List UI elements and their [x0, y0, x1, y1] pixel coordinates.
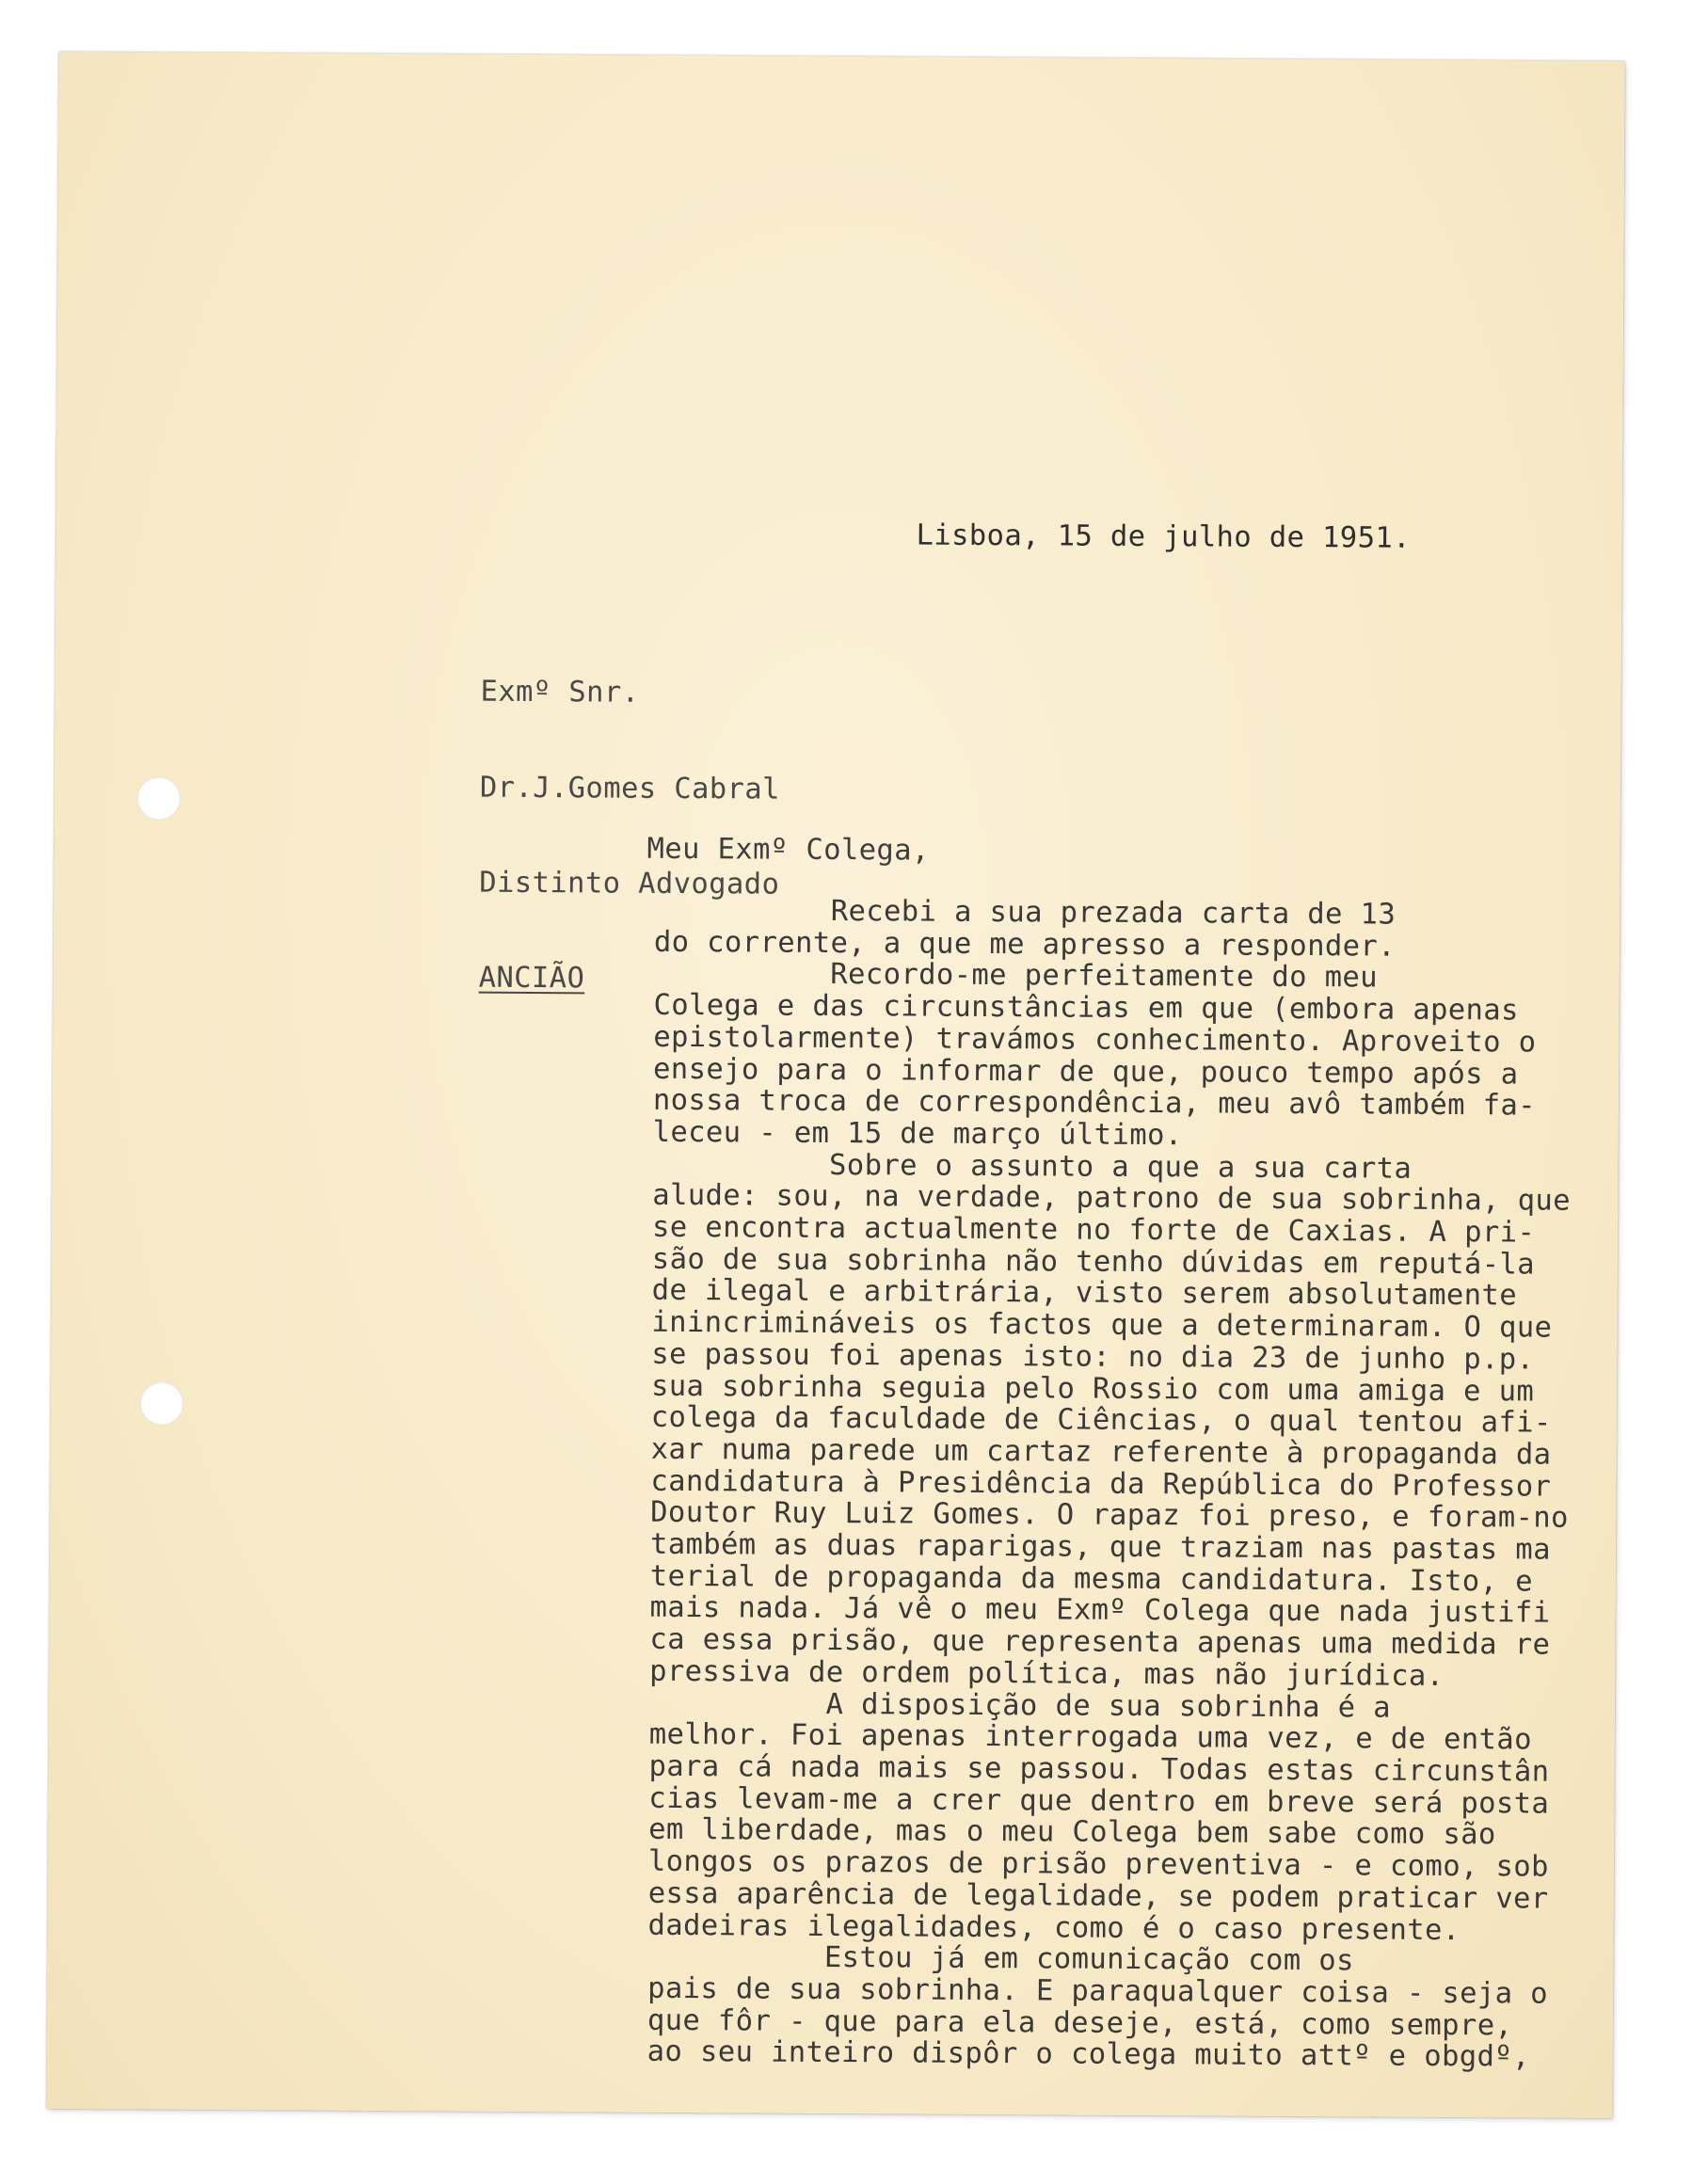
- body-line: ca essa prisão, que representa apenas uma medida re: [649, 1622, 1551, 1662]
- body-line: Estou já em comunicação com os: [647, 1940, 1354, 1978]
- body-line: Sobre o assunto a que a sua carta: [652, 1147, 1413, 1186]
- body-line: do corrente, a que me apresso a responder.: [653, 925, 1397, 964]
- body-line: Doutor Ruy Luiz Gomes. O rapaz foi preso, e foram-no: [650, 1496, 1569, 1536]
- body-line: de ilegal e arbitrária, visto serem absolutamente: [651, 1274, 1518, 1313]
- addressee-profession: Distinto Advogado: [479, 866, 780, 901]
- salutation: Meu Exmº Colega,: [646, 832, 930, 868]
- body-line: cias levam-me a crer que dentro em breve será posta: [648, 1781, 1550, 1821]
- addressee-title: Exmº Snr.: [480, 676, 640, 710]
- body-line: pais de sua sobrinha. E paraqualquer coisa - seja o: [647, 1971, 1549, 2011]
- body-line: alude: sou, na verdade, patrono de sua sobrinha, que: [652, 1179, 1572, 1219]
- body-line: Recordo-me perfeitamente do meu: [653, 957, 1379, 995]
- body-line: mais nada. Já vê o meu Exmº Colega que nada justifi: [649, 1591, 1551, 1631]
- body-line: melhor. Foi apenas interrogada uma vez, e de então: [648, 1718, 1533, 1757]
- body-line: pressiva de ordem política, mas não jurídica.: [649, 1654, 1445, 1693]
- body-line: xar numa parede um cartaz referente à propaganda da: [650, 1432, 1552, 1472]
- body-line: epistolarmente) travámos conhecimento. Aproveito o: [653, 1020, 1537, 1060]
- punch-hole-top: [137, 776, 181, 820]
- body-line: inincrimináveis os factos que a determinaram. O que: [651, 1305, 1553, 1345]
- body-line: se encontra actualmente no forte de Caxias. A pri-: [651, 1210, 1536, 1250]
- body-line: para cá nada mais se passou. Todas estas circunstân: [648, 1749, 1550, 1789]
- body-line: candidatura à Presidência da República do Professor: [650, 1464, 1552, 1504]
- body-line: terial de propaganda da mesma candidatura. Isto, e: [649, 1559, 1534, 1599]
- body-line: Recebi a sua prezada carta de 13: [654, 893, 1397, 932]
- body-line: ao seu inteiro dispôr o colega muito attº e obgdº,: [646, 2035, 1530, 2074]
- body-line: leceu - em 15 de março último.: [652, 1115, 1183, 1153]
- body-line: que fôr - que para ela deseje, está, como sempre,: [646, 2003, 1513, 2043]
- addressee-name: Dr.J.Gomes Cabral: [479, 771, 780, 806]
- body-line: ensejo para o informar de que, pouco tempo após a: [652, 1052, 1519, 1091]
- letter-body: [647, 895, 1572, 2074]
- body-line: A disposição de sua sobrinha é a: [648, 1686, 1392, 1725]
- body-line: se passou foi apenas isto: no dia 23 de junho p.p.: [651, 1337, 1535, 1377]
- body-line: dadeiras ilegalidades, como é o caso presente.: [647, 1908, 1461, 1947]
- punch-hole-bottom: [140, 1381, 184, 1425]
- letter-sheet: [46, 52, 1624, 2118]
- body-line: essa aparência de legalidade, se podem praticar ver: [647, 1876, 1549, 1916]
- addressee-town: ANCIÃO: [478, 961, 585, 996]
- body-line: sua sobrinha seguia pelo Rossio com uma amiga e um: [650, 1369, 1535, 1409]
- body-line: são de sua sobrinha não tenho dúvidas em reputá-la: [651, 1242, 1536, 1282]
- body-line: Colega e das circunstâncias em que (embora apenas: [653, 988, 1519, 1028]
- body-line: longos os prazos de prisão preventiva - e como, sob: [647, 1844, 1549, 1884]
- body-line: colega da faculdade de Ciências, o qual tentou afi-: [650, 1401, 1552, 1440]
- dateline: Lisboa, 15 de julho de 1951.: [916, 518, 1412, 555]
- body-line: em liberdade, mas o meu Colega bem sabe como são: [648, 1813, 1496, 1852]
- body-line: também as duas raparigas, que traziam nas pastas ma: [649, 1527, 1551, 1567]
- body-line: nossa troca de correspondência, meu avô também fa-: [652, 1084, 1537, 1123]
